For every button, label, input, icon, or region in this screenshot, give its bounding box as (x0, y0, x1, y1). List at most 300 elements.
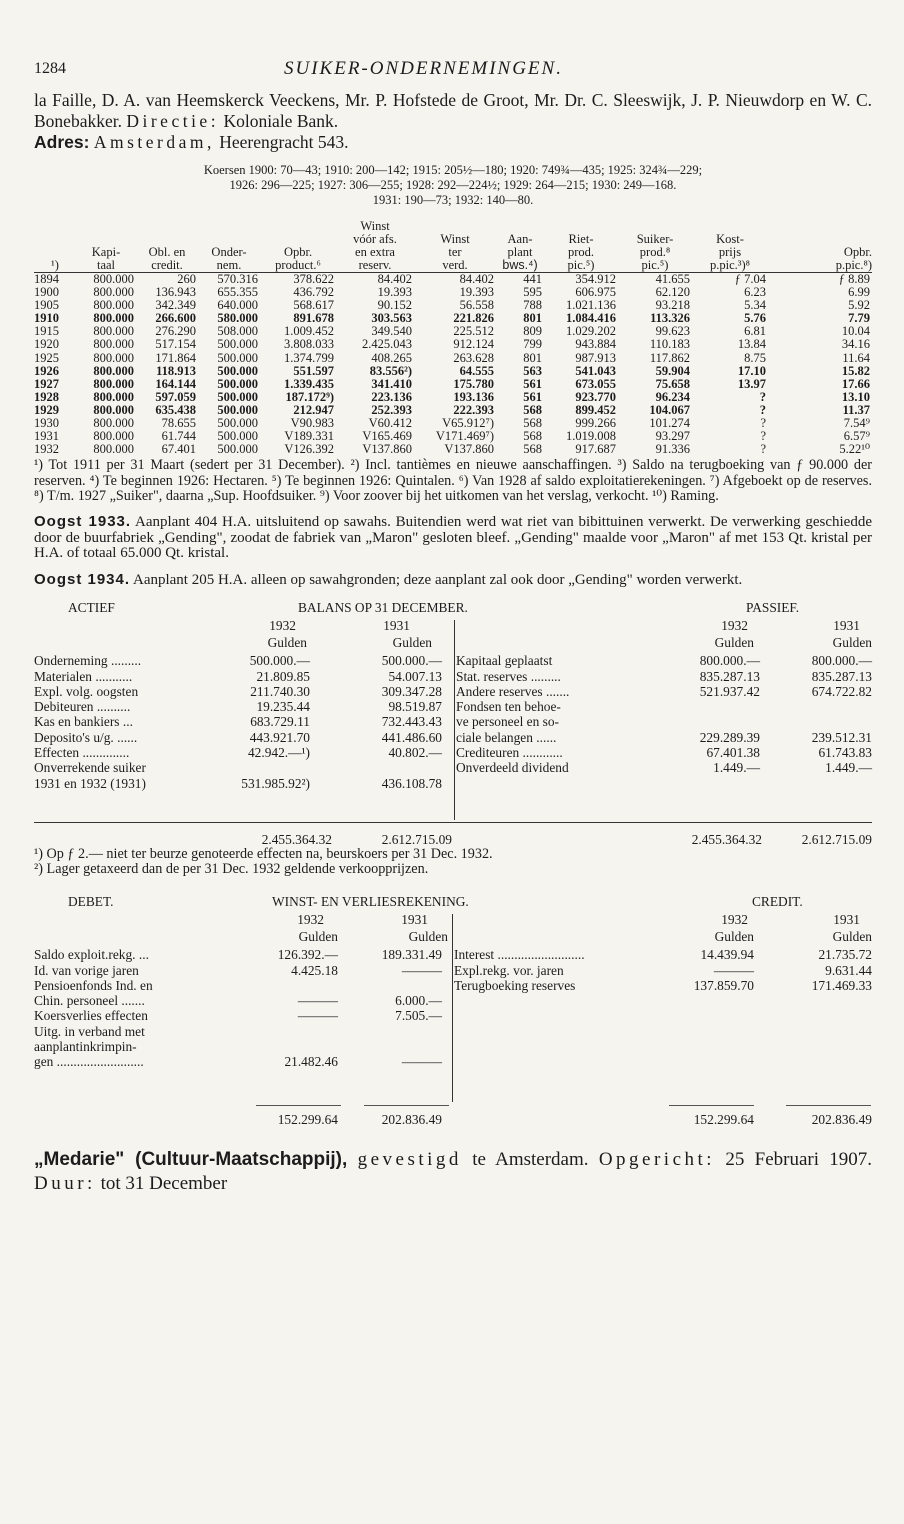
ledger-amount: 800.000.— (811, 653, 872, 669)
ledger-label: Fondsen ten behoe- (456, 699, 561, 715)
table-cell: 13.84 (737, 337, 766, 352)
table-cell: 11.64 (842, 350, 870, 365)
table-cell: 800.000 (93, 337, 134, 352)
year-header: 1931 (401, 912, 428, 928)
winst-title: WINST- EN VERLIESREKENING. (272, 894, 469, 910)
ledger-amount: ——— (713, 962, 754, 978)
col-header: Obl. en (148, 245, 186, 259)
table-cell: 436.792 (293, 285, 334, 300)
ledger-amount: 21.482.46 (284, 1054, 338, 1070)
table-cell: 800.000 (93, 272, 134, 286)
col-header: en extra (355, 245, 395, 259)
table-cell: 193.136 (453, 389, 494, 404)
sum-rule (786, 1105, 871, 1106)
table-cell: 563 (523, 363, 542, 378)
table-cell: 943.884 (575, 337, 616, 352)
ledger-amount: 732.443.43 (381, 714, 442, 730)
oogst-1934-label: Oogst 1934. (34, 570, 131, 588)
ledger-label: Id. van vorige jaren (34, 962, 139, 978)
ledger-amount: 1.449.— (713, 760, 760, 776)
table-cell: 175.780 (453, 376, 494, 391)
table-cell: 923.770 (575, 389, 616, 404)
table-cell: 19.393 (377, 285, 412, 300)
ledger-label: ciale belangen ...... (456, 729, 557, 745)
table-cell: 378.622 (293, 272, 334, 286)
ledger-amount: 21.809.85 (256, 668, 310, 684)
table-cell: 800.000 (93, 402, 134, 417)
table-cell: 13.97 (737, 376, 766, 391)
table-cell: 1.339.435 (284, 376, 334, 391)
medarie-paragraph (34, 1148, 872, 1196)
directie-label: Directie: (126, 111, 220, 131)
table-cell: 800.000 (93, 376, 134, 391)
ledger-label: Onderneming ......... (34, 653, 142, 669)
adres-city: Amsterdam, (93, 132, 215, 152)
table-cell: 800.000 (93, 324, 134, 339)
unit-header: Gulden (392, 635, 432, 651)
koersen-line: 1926: 296—225; 1927: 306—255; 1928: 292—224½; 1929: 264—215; 1930: 249—168. (229, 178, 677, 192)
ledger-amount: 4.425.18 (291, 962, 338, 978)
ledger-amount: 443.921.70 (249, 729, 310, 745)
page-number: 1284 (34, 60, 66, 77)
unit-header: Gulden (267, 635, 307, 651)
ledger-amount: ——— (297, 1008, 338, 1024)
table-cell: 67.401 (161, 442, 196, 457)
table-cell: 19.393 (459, 285, 494, 300)
table-cell: 93.218 (655, 298, 690, 313)
table-cell: 17.10 (737, 363, 766, 378)
running-header (34, 50, 872, 90)
credit-total-1932: 152.299.64 (693, 1112, 754, 1128)
table-cell: 11.37 (842, 402, 870, 417)
table-cell: 7.54⁹ (843, 416, 870, 431)
passief-heading: PASSIEF. (746, 600, 800, 616)
table-cell: 276.290 (155, 324, 196, 339)
table-cell: 75.658 (655, 376, 690, 391)
table-cell: 1915 (34, 324, 59, 339)
board-paragraph (34, 90, 872, 153)
table-cell: 655.355 (217, 285, 258, 300)
ledger-amount: 137.859.70 (693, 977, 754, 993)
board-members: la Faille, D. A. van Heemskerck Veeckens, Mr. P. Hofstede de Groot, Mr. Dr. C. Sleeswijk, J. P. Nieuwdorp en W. C. Bonebakker. (34, 90, 872, 131)
oogst-1934 (34, 572, 872, 589)
balans-note: ¹) Op ƒ 2.— niet ter beurze genoteerde effecten na, beurskoers per 31 Dec. 1932. (34, 846, 493, 863)
oogst-1933-label: Oogst 1933. (34, 513, 132, 531)
table-cell: 561 (523, 376, 542, 391)
balance-sheet (34, 600, 872, 876)
ledger-amount: 98.519.87 (388, 699, 442, 715)
unit-header: Gulden (298, 929, 338, 945)
table-cell: 500.000 (217, 416, 258, 431)
table-cell: 263.628 (453, 350, 494, 365)
ledger-label: Debiteuren .......... (34, 699, 131, 715)
ledger-amount: 835.287.13 (699, 668, 760, 684)
table-row (34, 391, 872, 404)
col-header: taal (96, 258, 116, 272)
table-cell: 6.81 (744, 324, 766, 339)
table-cell: 1.374.799 (284, 350, 334, 365)
sum-rule (669, 1105, 754, 1106)
ledger-label: gen .......................... (34, 1054, 144, 1070)
table-cell: 84.402 (377, 272, 412, 286)
table-cell: 113.326 (650, 311, 690, 326)
table-cell: 90.152 (377, 298, 412, 313)
table-cell: 500.000 (217, 402, 258, 417)
col-header: verd. (442, 258, 468, 272)
table-cell: 568 (523, 429, 542, 444)
ledger-amount: 67.401.38 (706, 745, 760, 760)
ledger-label: Koersverlies effecten (34, 1008, 148, 1024)
table-cell: 104.067 (649, 402, 690, 417)
ledger-amount: 19.235.44 (256, 699, 310, 715)
unit-header: Gulden (832, 635, 872, 651)
ledger-amount: 6.000.— (395, 993, 442, 1009)
oogst-1933 (34, 514, 872, 562)
table-cell: 15.82 (841, 363, 870, 378)
table-cell: 441 (523, 272, 542, 286)
table-cell: 349.540 (371, 324, 412, 339)
col-header: bws.⁴) (502, 258, 538, 272)
ledger-label: Interest .......................... (454, 947, 585, 963)
table-cell: V90.983 (290, 416, 334, 431)
ledger-amount: 171.469.33 (811, 977, 872, 993)
ledger-amount: 21.735.72 (818, 947, 872, 963)
ledger-amount: 441.486.60 (381, 729, 442, 745)
table-cell: 809 (523, 324, 542, 339)
unit-header: Gulden (714, 929, 754, 945)
header-row (34, 259, 872, 273)
table-row (34, 338, 872, 351)
ledger-amount: 7.505.— (395, 1008, 442, 1024)
col-header: pic.⁵) (567, 258, 595, 272)
year-header: 1932 (269, 618, 296, 634)
table-cell: 1.009.452 (284, 324, 334, 339)
table-cell: 118.913 (156, 363, 196, 378)
table-cell: 606.975 (575, 285, 616, 300)
year-header: 1931 (383, 618, 410, 634)
ledger-label: Uitg. in verband met (34, 1023, 145, 1039)
table-cell: 1927 (34, 376, 59, 391)
table-cell: 164.144 (155, 376, 196, 391)
ledger-label: Crediteuren ............ (456, 745, 563, 760)
oogst-1934-text: Aanplant 205 H.A. alleen op sawahgronden; deze aanplant zal ook door „Gending" worden verwerkt. (132, 571, 743, 588)
table-cell: 912.124 (453, 337, 494, 352)
table-cell: 41.655 (655, 272, 690, 286)
oogst-1933-text: Aanplant 404 H.A. uitsluitend op sawahs. Buitendien werd wat riet van bibittuinen verwerkt. De verwerking geschiedde door de buurfabriek „Gending", zoodat de fabriek van „Maron" gesloten bleef. „Gending" maalde voor „Maron" af met 153 Qt. kristal per H.A. of totaal 65.000 Qt. kristal. (34, 514, 872, 562)
table-cell: V165.469 (362, 429, 412, 444)
table-cell: 221.826 (453, 311, 494, 326)
ledger-amount: ——— (401, 962, 442, 978)
table-cell: 1926 (34, 363, 59, 378)
ledger-amount: 211.740.30 (250, 683, 310, 699)
duration: tot 31 December (100, 1173, 228, 1195)
profit-loss-account (34, 894, 872, 1140)
ledger-amount: 1.449.— (825, 760, 872, 776)
table-cell: 225.512 (453, 324, 494, 339)
table-cell: 408.265 (371, 350, 412, 365)
table-cell: 260 (177, 272, 196, 286)
col-header: vóór afs. (353, 232, 397, 246)
year-header: 1931 (833, 912, 860, 928)
statistics-table (34, 220, 872, 456)
unit-header: Gulden (408, 929, 448, 945)
table-cell: 801 (523, 350, 542, 365)
col-header: Winst (440, 232, 470, 246)
table-cell: 500.000 (217, 442, 258, 457)
table-cell: 500.000 (217, 350, 258, 365)
debet-total-1931: 202.836.49 (381, 1112, 442, 1128)
table-cell: 5.92 (848, 298, 870, 313)
table-cell: 266.600 (155, 311, 196, 326)
table-cell: 800.000 (93, 389, 134, 404)
table-cell: V60.412 (368, 416, 412, 431)
table-cell: 223.136 (371, 389, 412, 404)
duur-label: Duur: (34, 1173, 96, 1195)
col-header: Opbr. (283, 245, 313, 259)
table-cell: 635.438 (155, 402, 196, 417)
passief-total-1932: 2.455.364.32 (691, 832, 762, 848)
table-cell: 6.23 (744, 285, 766, 300)
table-row (34, 378, 872, 391)
ledger-amount: 531.985.92²) (241, 775, 310, 791)
table-cell: 252.393 (371, 402, 412, 417)
table-cell: 84.402 (459, 272, 494, 286)
opgericht-label: Opgericht: (598, 1149, 716, 1171)
table-row (34, 352, 872, 365)
table-cell: 800.000 (93, 285, 134, 300)
table-cell: 800.000 (93, 350, 134, 365)
table-cell: ? (759, 389, 766, 404)
sum-rule (256, 1105, 341, 1106)
table-cell: 580.000 (217, 311, 258, 326)
table-cell: 354.912 (575, 272, 616, 286)
table-cell: 6.99 (848, 285, 870, 300)
table-cell: ƒ 7.04 (734, 272, 766, 286)
ledger-label: ve personeel en so- (456, 714, 559, 730)
table-row (34, 273, 872, 287)
table-cell: 222.393 (453, 402, 494, 417)
table-cell: 110.183 (649, 337, 690, 352)
year-header: 1931 (833, 618, 860, 634)
table-cell: 2.425.043 (362, 337, 412, 352)
table-cell: V126.392 (284, 442, 334, 457)
ledger-amount: 835.287.13 (811, 668, 872, 684)
balans-note: ²) Lager getaxeerd dan de per 31 Dec. 1932 geldende verkoopprijzen. (34, 861, 429, 878)
ledger-amount: 54.007.13 (388, 668, 442, 684)
credit-heading: CREDIT. (752, 894, 803, 910)
col-header: Onder- (211, 245, 247, 259)
table-cell: ? (760, 442, 766, 457)
table-cell: 1932 (34, 442, 59, 457)
ledger-label: Andere reserves ....... (456, 683, 570, 699)
table-cell: 61.744 (161, 429, 196, 444)
table-cell: 8.75 (744, 350, 766, 365)
location: te Amsterdam. (472, 1149, 589, 1171)
ledger-amount: 126.392.— (277, 947, 338, 963)
table-cell: 6.57⁹ (843, 429, 870, 444)
directie-value: Koloniale Bank. (223, 111, 339, 131)
actief-total-1932: 2.455.364.32 (261, 832, 332, 848)
table-body (34, 273, 872, 457)
debet-total-1932: 152.299.64 (277, 1112, 338, 1128)
table-cell: 801 (523, 311, 542, 326)
table-cell: 917.687 (575, 442, 616, 457)
table-cell: V137.860 (444, 442, 494, 457)
table-cell: 541.043 (575, 363, 616, 378)
page (34, 50, 872, 1196)
col-header: prod.⁸ (639, 245, 671, 259)
table-cell: 1.029.202 (566, 324, 616, 339)
table-cell: 500.000 (217, 337, 258, 352)
ledger-amount: 674.722.82 (811, 683, 872, 699)
table-cell: 1925 (34, 350, 59, 365)
col-header: ter (448, 245, 462, 259)
table-cell: ? (760, 416, 766, 431)
table-cell: 500.000 (217, 429, 258, 444)
ledger-label: Chin. personeel ....... (34, 993, 145, 1009)
ledger-amount: 800.000.— (699, 653, 760, 669)
ledger-amount: 500.000.— (381, 653, 442, 669)
ledger-amount: 500.000.— (249, 653, 310, 669)
ledger-amount: 14.439.94 (700, 947, 754, 963)
passief-total-1931: 2.612.715.09 (801, 832, 872, 848)
col-header: nem. (216, 258, 242, 272)
col-header: prijs (718, 245, 742, 259)
table-cell: 640.000 (217, 298, 258, 313)
table-cell: 341.410 (371, 376, 412, 391)
table-cell: 34.16 (841, 337, 870, 352)
table-cell: 1930 (34, 416, 59, 431)
table-cell: 117.862 (649, 350, 690, 365)
year-header: 1932 (721, 618, 748, 634)
ledger-label: Terugboeking reserves (454, 977, 576, 993)
table-cell: 987.913 (575, 350, 616, 365)
total-rule (34, 822, 872, 823)
table-cell: 5.22¹⁰ (839, 442, 870, 457)
table-cell: 568.617 (293, 298, 334, 313)
ledger-amount: 9.631.44 (825, 962, 872, 978)
table-cell: 17.66 (841, 376, 870, 391)
table-cell: 1928 (34, 389, 59, 404)
table-cell: 788 (523, 298, 542, 313)
table-row (34, 443, 872, 456)
col-header: p.pic.³)⁸ (709, 258, 751, 272)
column-divider (454, 620, 455, 820)
table-cell: 99.623 (655, 324, 690, 339)
ledger-label: Onverdeeld dividend (456, 760, 569, 776)
table-cell: 800.000 (93, 442, 134, 457)
table-cell: 10.04 (841, 324, 870, 339)
col-header: Suiker- (636, 232, 674, 246)
table-cell: V171.469⁷) (435, 429, 494, 444)
table-cell: 568 (523, 416, 542, 431)
table-cell: 568 (523, 442, 542, 457)
table-cell: 171.864 (155, 350, 196, 365)
table-cell: 212.947 (293, 402, 334, 417)
table-cell: 96.234 (655, 389, 690, 404)
table-cell: 1894 (34, 272, 59, 286)
table-footnotes: ¹) Tot 1911 per 31 Maart (sedert per 31 December). ²) Incl. tantièmes en nieuwe aanschaffingen. ³) Saldo na terugboeking van ƒ 90.000 der reserven. ⁴) Te beginnen 1926: Hectaren. ⁵) Te beginnen 1926: Quintalen. ⁶) Van 1928 af saldo exploitatierekeningen. ⁷) Afgeboekt op de reserves. ⁸) T/m. 1927 „Suiker", daarna „Sup. Hoofdsuiker. ⁹) Voor zoover bij het uitkomen van het verslag, verkocht. ¹⁰) Raming. (34, 457, 872, 504)
col-header: product.⁶ (275, 258, 321, 272)
col-header: plant (507, 245, 533, 259)
table-cell: 500.000 (217, 389, 258, 404)
table-cell: 999.266 (575, 416, 616, 431)
table-cell: 551.597 (293, 363, 334, 378)
col-header: p.pic.⁸) (835, 258, 872, 272)
actief-heading: ACTIEF (68, 600, 115, 616)
debet-heading: DEBET. (68, 894, 114, 910)
col-header: Kost- (716, 232, 744, 246)
koersen-line: 1931: 190—73; 1932: 140—80. (372, 193, 534, 207)
col-header: prod. (567, 245, 595, 259)
table-cell: 1.019.008 (566, 429, 616, 444)
table-cell: 800.000 (93, 311, 134, 326)
koersen-block (34, 163, 872, 208)
table-cell: 570.316 (217, 272, 258, 286)
ledger-amount: 42.942.—¹) (247, 745, 310, 760)
table-cell: 673.055 (575, 376, 616, 391)
table-cell: 56.558 (459, 298, 494, 313)
founded-date: 25 Februari 1907. (725, 1149, 873, 1171)
table-cell: 303.563 (371, 311, 412, 326)
table-cell: 1.021.136 (566, 298, 616, 313)
year-header: 1932 (297, 912, 324, 928)
table-cell: ? (760, 429, 766, 444)
table-cell: 597.059 (155, 389, 196, 404)
table-cell: 187.172⁹) (285, 389, 334, 404)
gevestigd-label: gevestigd (357, 1149, 462, 1171)
table-cell: 1905 (34, 298, 59, 313)
balans-title: BALANS OP 31 DECEMBER. (298, 600, 468, 616)
ledger-label: Onverrekende suiker (34, 760, 146, 776)
table-cell: 800.000 (93, 429, 134, 444)
col-header: Riet- (568, 232, 594, 246)
table-cell: 1929 (34, 402, 59, 417)
ledger-label: Stat. reserves ......... (456, 668, 561, 684)
ledger-label: Materialen ........... (34, 668, 133, 684)
table-cell: 1900 (34, 285, 59, 300)
table-cell: 500.000 (217, 376, 258, 391)
ledger-amount: 229.289.39 (699, 729, 760, 745)
table-cell: 13.10 (841, 389, 870, 404)
col-header: reserv. (358, 258, 392, 272)
ledger-label: Effecten .............. (34, 745, 130, 760)
table-cell: 899.452 (575, 402, 616, 417)
table-cell: ƒ 8.89 (838, 272, 870, 286)
table-cell: 7.79 (848, 311, 870, 326)
year-header: 1932 (721, 912, 748, 928)
table-cell: ? (759, 402, 766, 417)
table-cell: 891.678 (293, 311, 334, 326)
table-cell: 64.555 (459, 363, 494, 378)
column-divider (452, 914, 453, 1102)
ledger-amount: 239.512.31 (811, 729, 872, 745)
ledger-label: Kapitaal geplaatst (456, 653, 553, 669)
ledger-label: Pensioenfonds Ind. en (34, 977, 153, 993)
table-cell: 500.000 (217, 363, 258, 378)
company-name: „Medarie" (Cultuur-Maatschappij), (34, 1149, 348, 1171)
table-cell: 561 (523, 389, 542, 404)
ledger-label: Expl. volg. oogsten (34, 683, 139, 699)
sum-rule (364, 1105, 449, 1106)
ledger-amount: 40.802.— (388, 745, 442, 760)
table-cell: V65.912⁷) (442, 416, 494, 431)
table-cell: 799 (523, 337, 542, 352)
ledger-label: aanplantinkrimpin- (34, 1039, 137, 1054)
ledger-label: Expl.rekg. vor. jaren (454, 962, 564, 978)
col-header: Kapi- (91, 245, 121, 259)
ledger-amount: 436.108.78 (381, 775, 442, 791)
